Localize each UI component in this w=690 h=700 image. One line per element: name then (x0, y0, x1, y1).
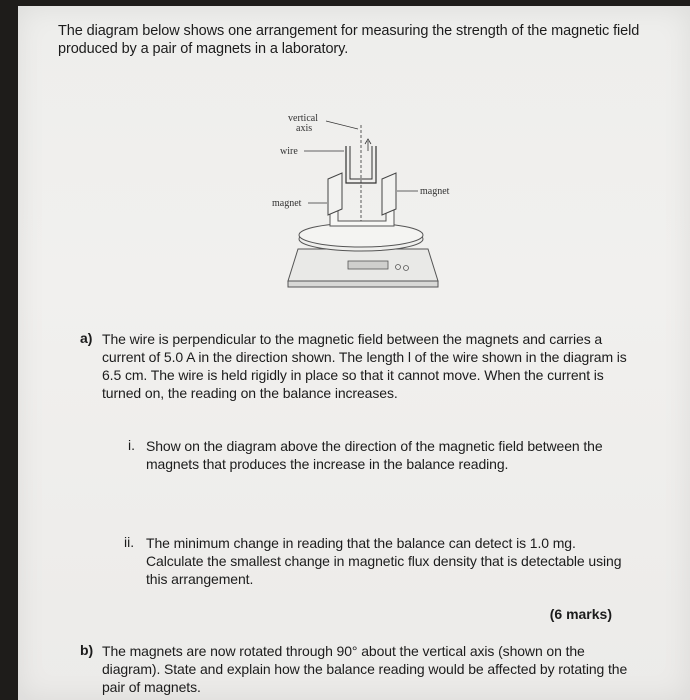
magnet-balance-diagram (258, 111, 488, 301)
part-a-i-number: i. (128, 437, 135, 453)
magnet-left-label: magnet (272, 198, 302, 209)
balance-display (348, 261, 388, 269)
part-b-text: The magnets are now rotated through 90° about the vertical axis (shown on the diagram). State and explain how the balance reading would be affected by rotating the pair of magnets. (102, 643, 628, 695)
current-arrow (365, 139, 371, 151)
part-b-label: b) (80, 642, 94, 658)
left-magnet (328, 173, 342, 215)
worksheet-page (18, 6, 690, 700)
part-a-ii-number: ii. (124, 534, 135, 550)
balance-pan-top (299, 223, 423, 247)
part-a-label: a) (80, 330, 93, 346)
balance-base-edge (288, 281, 438, 287)
diagram-svg (258, 111, 488, 301)
intro-paragraph: The diagram below shows one arrangement for measuring the strength of the magnetic field produced by a pair of magnets in a laboratory. (58, 23, 640, 57)
wire-label: wire (280, 146, 298, 157)
vertical-label: vertical (288, 113, 318, 124)
part-a-text: The wire is perpendicular to the magnetic field between the magnets and carries a current of 5.0 A in the direction shown. The length l of the wire shown in the diagram is 6.5 cm. The wire is held rigidly in place so that it cannot move. When the current is turned on, the reading on the balance increases. (102, 331, 627, 401)
part-a-ii-text: The minimum change in reading that the balance can detect is 1.0 mg. Calculate the smallest change in magnetic flux density that is detectable using this arrangement. (146, 535, 622, 587)
marks-label: (6 marks) (549, 606, 612, 622)
vertical-axis-leader (326, 121, 358, 129)
part-a-i-text: Show on the diagram above the direction of the magnetic field between the magnets that produces the increase in the balance reading. (146, 438, 603, 472)
axis-label: axis (296, 123, 313, 134)
right-magnet (382, 173, 396, 215)
magnet-right-label: magnet (420, 186, 450, 197)
